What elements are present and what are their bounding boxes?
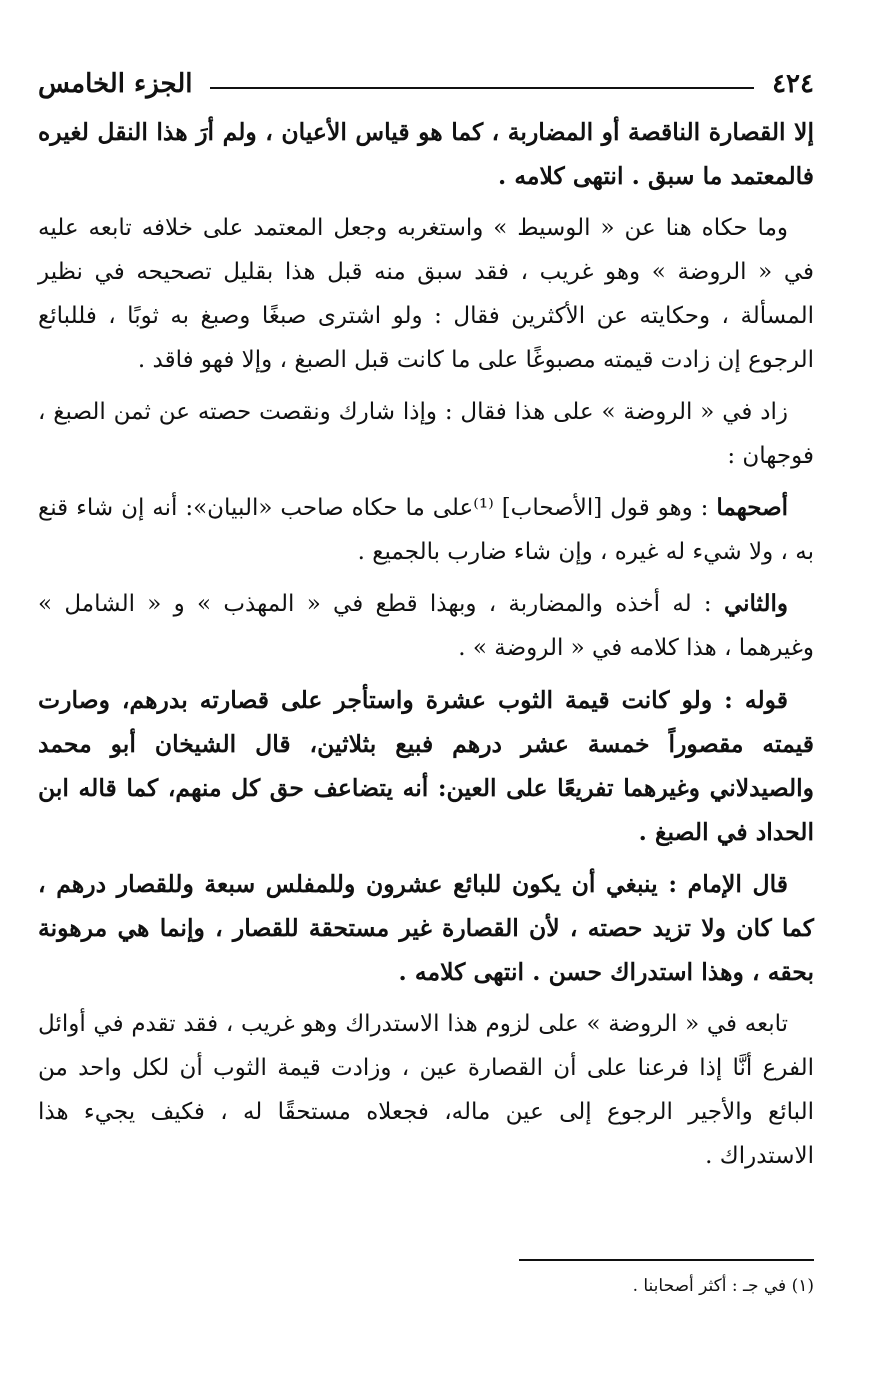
paragraph-7 (38, 862, 814, 994)
paragraph-text: إلا القصارة الناقصة أو المضاربة ، كما هو قياس الأعيان ، ولم أرَ هذا النقل لغيره فالمعتمد ما سبق . انتهى كلامه . (38, 118, 814, 190)
paragraph-text: وما حكاه هنا عن « الوسيط » واستغربه وجعل المعتمد على خلافه تابعه عليه في « الروضة » وهو غريب ، فقد سبق منه قبل هذا بقليل تصحيحه في نظير المسألة ، وحكايته عن الأكثرين فقال : ولو اشترى صبغًا وصبغ به ثوبًا ، فللبائع الرجوع إن زادت قيمته مصبوغًا على ما كانت قبل الصبغ ، وإلا فهو فاقد . (38, 215, 814, 373)
paragraph-text: : وهو قول [الأصحاب] ⁽¹⁾على ما حكاه صاحب «البيان»: أنه إن شاء قنع به ، ولا شيء له غيره ، وإن شاء ضارب بالجميع . (38, 495, 814, 565)
paragraph-2 (38, 206, 814, 382)
running-title: الجزء الخامس (38, 69, 193, 99)
paragraph-lead: والثاني (723, 590, 788, 617)
paragraph-3 (38, 390, 814, 478)
footnote: (١) في جـ : أكثر أصحابنا . (632, 1276, 814, 1296)
paragraph-8 (38, 1002, 814, 1178)
paragraph-text: قوله : ولو كانت قيمة الثوب عشرة واستأجر على قصارته بدرهم، وصارت قيمته مقصوراً خمسة عشر درهم فبيع بثلاثين، قال الشيخان أبو محمد والصيدلاني وغيرهما تفريعًا على العين: أنه يتضاعف حق كل منهم، كما قاله ابن الحداد في الصبغ . (38, 686, 814, 846)
book-page (38, 58, 814, 1186)
paragraph-text: تابعه في « الروضة » على لزوم هذا الاستدراك وهو غريب ، فقد تقدم في أوائل الفرع أنَّا إذا فرعنا على أن القصارة عين ، وزادت قيمة الثوب أن لكل واحد من البائع والأجير الرجوع إلى عين ماله، فجعلاه مستحقًا له ، فكيف يجيء هذا الاستدراك . (38, 1011, 814, 1169)
paragraph-6 (38, 678, 814, 854)
paragraph-1 (38, 110, 814, 198)
page-number: ٤٢٤ (772, 69, 814, 99)
main-text (38, 110, 814, 1178)
page-header (38, 58, 814, 110)
paragraph-5 (38, 582, 814, 670)
footnote-rule (519, 1259, 814, 1261)
paragraph-lead: أصحهما (716, 494, 788, 521)
paragraph-text: زاد في « الروضة » على هذا فقال : وإذا شارك ونقصت حصته عن ثمن الصبغ ، فوجهان : (38, 399, 814, 469)
paragraph-text: : له أخذه والمضاربة ، وبهذا قطع في « المهذب » و « الشامل » وغيرهما ، هذا كلامه في « الروضة » . (38, 591, 814, 661)
paragraph-text: قال الإمام : ينبغي أن يكون للبائع عشرون وللمفلس سبعة وللقصار درهم ، كما كان ولا تزيد حصته ، لأن القصارة غير مستحقة للقصار ، وإنما هي مرهونة بحقه ، وهذا استدراك حسن . انتهى كلامه . (38, 870, 814, 986)
header-rule (210, 87, 754, 89)
paragraph-4 (38, 486, 814, 574)
